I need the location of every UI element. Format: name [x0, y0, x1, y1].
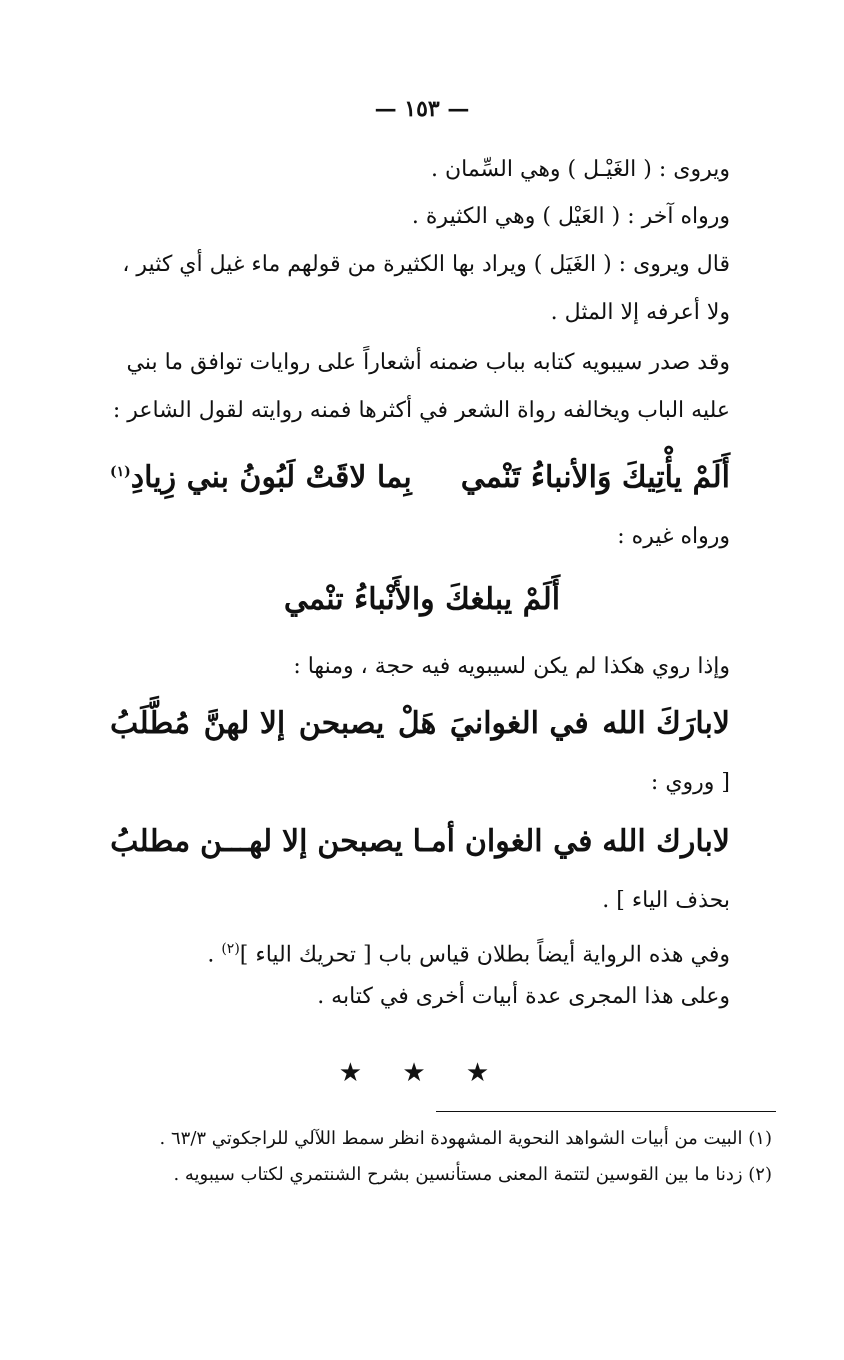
footnote: (٢) زدنا ما بين القوسين لتتمة المعنى مستأنسين بشرح الشنتمري لكتاب سيبويه .: [173, 1164, 772, 1185]
verse-word: في الغوانيَ: [449, 706, 589, 741]
text-line: [ وروي :: [650, 770, 730, 795]
footnote-marker: (٢): [221, 941, 240, 957]
verse-line: [110, 822, 730, 862]
text-line: عليه الباب ويخالفه رواة الشعر في أكثرها فمنه روايته لقول الشاعر :: [112, 398, 730, 423]
text-line: وإذا روي هكذا لم يكن لسيبويه فيه حجة ، ومنها :: [293, 654, 730, 679]
text-line: ويروى : ( الغَيْـل ) وهي السِّمان .: [430, 157, 730, 182]
text-line: وعلى هذا المجرى عدة أبيات أخرى في كتابه .: [317, 984, 730, 1009]
verse-line: أَلَمْ يبلغكَ والأَنْباءُ تنْمي: [283, 582, 561, 617]
verse-word: مطلبُ: [110, 824, 191, 859]
verse-word: مُطَّلَبُ: [110, 706, 191, 741]
verse-word: إلا لهنَّ: [203, 706, 286, 741]
verse-line: [110, 704, 730, 744]
verse-word: لابارك الله: [602, 824, 730, 859]
text-line: وقد صدر سيبويه كتابه بباب ضمنه أشعاراً على روايات توافق ما بني: [126, 350, 730, 375]
verse-word: لابارَكَ الله: [602, 706, 730, 741]
text-line: ورواه غيره :: [617, 524, 730, 549]
verse-word: يصبحن: [317, 824, 403, 859]
verse-word: هَلْ: [397, 706, 437, 741]
verse-line: [110, 452, 730, 498]
verse-word: أمـا: [412, 824, 456, 859]
page-number: — ١٥٣ —: [374, 96, 470, 122]
text-line: ولا أعرفه إلا المثل .: [550, 300, 730, 325]
text-line: ورواه آخر : ( العَيْل ) وهي الكثيرة .: [411, 204, 730, 229]
verse-word: لهـــن: [199, 824, 273, 859]
verse-hemistich: أَلَمْ يأْتِيكَ وَالأنباءُ تَنْمي: [460, 460, 730, 495]
verse-word: إلا: [281, 824, 308, 859]
text-line: بحذف الياء ] .: [602, 888, 730, 913]
footnote-marker: (١): [110, 464, 131, 480]
text-line: وفي هذه الرواية أيضاً بطلان قياس باب [ تحريك الياء ]$^{(٢)}$ .: [207, 941, 730, 968]
verse-word: يصبحن: [298, 706, 385, 741]
footnote: (١) البيت من أبيات الشواهد النحوية المشهودة انظر سمط اللآلي للراجكوتي ٦٣/٣ .: [159, 1128, 772, 1149]
section-divider-stars: ★ ★ ★: [338, 1058, 506, 1088]
verse-hemistich: بِما لاقَتْ لَبُونُ بني زِيادِ$^{(١)}$: [110, 460, 412, 495]
footnote-rule: [436, 1111, 776, 1112]
verse-word: في الغوان: [464, 824, 593, 859]
text-line: قال ويروى : ( الغَيَل ) ويراد بها الكثيرة من قولهم ماء غيل أي كثير ،: [122, 252, 730, 277]
